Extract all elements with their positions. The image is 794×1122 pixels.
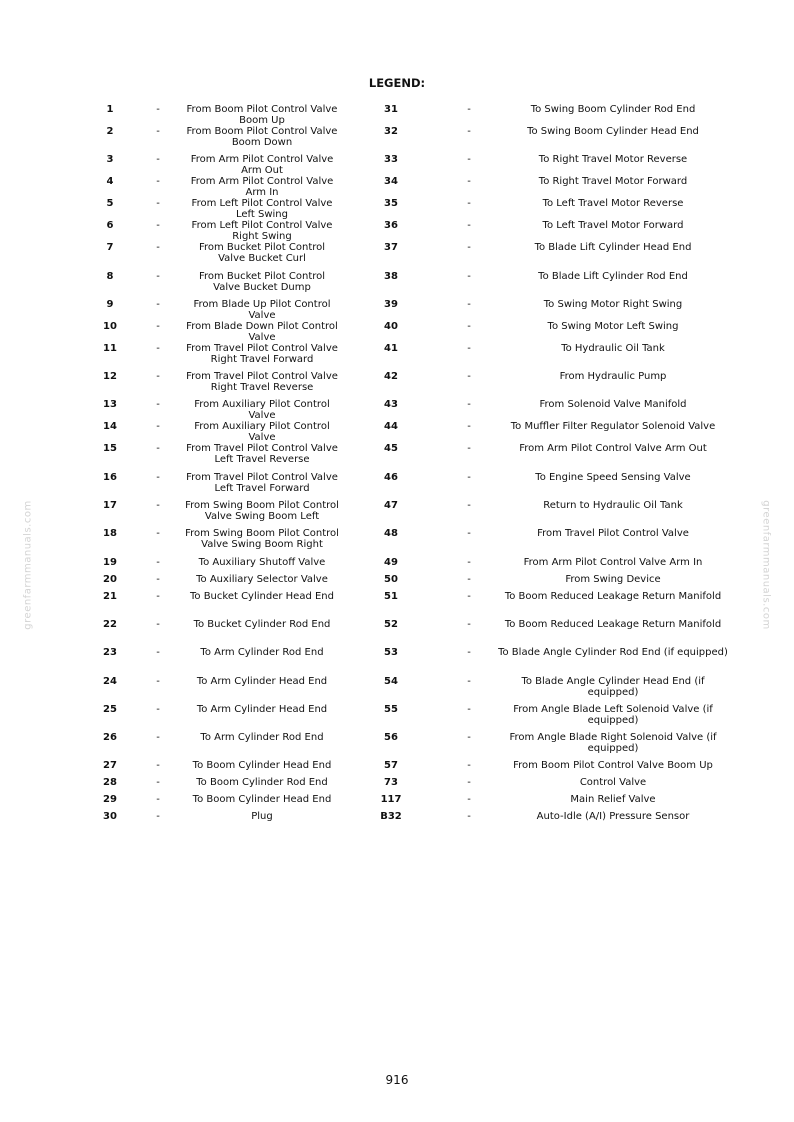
legend-row <box>88 760 730 777</box>
legend-number: 56 <box>384 732 398 744</box>
legend-description: From Travel Pilot Control Valve Right Travel Reverse <box>186 371 338 394</box>
legend-number: 23 <box>103 647 117 659</box>
legend-description: From Auxiliary Pilot Control Valve <box>194 421 330 444</box>
legend-number: 43 <box>384 399 398 411</box>
legend-description: From Travel Pilot Control Valve Left Travel Forward <box>186 471 338 494</box>
legend-dash: - <box>156 573 160 585</box>
legend-dash: - <box>467 270 471 282</box>
legend-number: 38 <box>384 270 398 282</box>
legend-row <box>88 198 730 220</box>
legend-row <box>88 176 730 198</box>
legend-description: From Blade Up Pilot Control Valve <box>193 298 331 321</box>
watermark-left: greenfarmmanuals.com <box>22 500 34 630</box>
legend-description: To Auxiliary Shutoff Valve <box>198 556 326 568</box>
legend-dash: - <box>156 703 160 715</box>
legend-dash: - <box>156 794 160 806</box>
legend-description: To Blade Angle Cylinder Head End (if equipped) <box>521 675 705 698</box>
legend-description: Main Relief Valve <box>570 794 656 806</box>
legend-number: 52 <box>384 618 398 630</box>
legend-dash: - <box>156 320 160 332</box>
legend-row <box>88 676 730 704</box>
legend-number: 50 <box>384 573 398 585</box>
legend-dash: - <box>467 590 471 602</box>
legend-number: 5 <box>106 198 114 210</box>
legend-description: To Arm Cylinder Rod End <box>200 647 324 659</box>
legend-dash: - <box>467 342 471 354</box>
legend-dash: - <box>156 342 160 354</box>
legend-number: 19 <box>103 556 117 568</box>
legend-dash: - <box>156 443 160 455</box>
legend-description: Return to Hydraulic Oil Tank <box>543 500 683 512</box>
legend-dash: - <box>467 443 471 455</box>
legend-description: To Muffler Filter Regulator Solenoid Valve <box>510 421 716 433</box>
legend-number: 1 <box>106 104 114 115</box>
legend-number: 57 <box>384 760 398 772</box>
legend-dash: - <box>467 528 471 540</box>
legend-description: To Swing Boom Cylinder Head End <box>527 126 699 137</box>
legend-table <box>88 104 730 828</box>
legend-description: From Travel Pilot Control Valve <box>537 528 689 540</box>
legend-dash: - <box>467 647 471 659</box>
legend-description: To Swing Motor Right Swing <box>543 298 683 310</box>
legend-number: 16 <box>103 471 117 483</box>
legend-dash: - <box>467 220 471 232</box>
legend-dash: - <box>467 703 471 715</box>
legend-number: 25 <box>103 703 117 715</box>
legend-dash: - <box>467 176 471 188</box>
legend-description: To Boom Cylinder Head End <box>192 760 332 772</box>
legend-dash: - <box>156 760 160 772</box>
legend-dash: - <box>156 220 160 232</box>
legend-dash: - <box>156 618 160 630</box>
legend-dash: - <box>467 675 471 687</box>
watermark-right: greenfarmmanuals.com <box>760 500 772 630</box>
legend-number: 42 <box>384 371 398 383</box>
legend-number: 13 <box>103 399 117 411</box>
legend-dash: - <box>467 298 471 310</box>
legend-description: To Right Travel Motor Reverse <box>538 154 688 166</box>
legend-number: 37 <box>384 242 398 254</box>
legend-description: From Arm Pilot Control Valve Arm In <box>190 176 334 199</box>
legend-description: To Blade Angle Cylinder Rod End (if equipped) <box>498 647 728 659</box>
legend-dash: - <box>467 471 471 483</box>
legend-dash: - <box>156 675 160 687</box>
legend-number: 15 <box>103 443 117 455</box>
legend-description: To Bucket Cylinder Head End <box>189 590 334 602</box>
legend-number: 2 <box>106 126 114 137</box>
legend-description: From Angle Blade Right Solenoid Valve (if equipped) <box>509 732 717 755</box>
legend-number: 40 <box>384 320 398 332</box>
legend-description: To Blade Lift Cylinder Head End <box>534 242 692 254</box>
legend-number: 26 <box>103 732 117 744</box>
legend-dash: - <box>156 421 160 433</box>
legend-row <box>88 126 730 154</box>
legend-row <box>88 647 730 675</box>
legend-number: 29 <box>103 794 117 806</box>
legend-number: 30 <box>103 811 117 823</box>
legend-number: 31 <box>384 104 398 115</box>
legend-description: To Engine Speed Sensing Valve <box>535 471 691 483</box>
legend-number: 33 <box>384 154 398 166</box>
legend-row <box>88 443 730 471</box>
legend-row <box>88 794 730 811</box>
legend-description: To Auxiliary Selector Valve <box>196 573 328 585</box>
legend-description: From Auxiliary Pilot Control Valve <box>194 399 330 422</box>
legend-number: 117 <box>380 794 402 806</box>
legend-dash: - <box>156 104 160 115</box>
legend-dash: - <box>467 198 471 210</box>
legend-dash: - <box>156 298 160 310</box>
legend-description: To Boom Reduced Leakage Return Manifold <box>504 618 722 630</box>
legend-description: Control Valve <box>579 777 647 789</box>
legend-number: 7 <box>106 242 114 254</box>
page-number: 916 <box>385 1073 409 1087</box>
legend-row <box>88 154 730 176</box>
legend-description: From Solenoid Valve Manifold <box>539 399 687 411</box>
legend-description: From Swing Boom Pilot Control Valve Swing Boom Left <box>185 500 339 523</box>
legend-number: 17 <box>103 500 117 512</box>
legend-dash: - <box>467 104 471 115</box>
legend-row <box>88 399 730 421</box>
legend-number: 12 <box>103 371 117 383</box>
legend-number: 10 <box>103 320 117 332</box>
legend-number: 28 <box>103 777 117 789</box>
legend-dash: - <box>156 242 160 254</box>
legend-number: 20 <box>103 573 117 585</box>
legend-dash: - <box>156 371 160 383</box>
legend-row <box>88 591 730 619</box>
legend-dash: - <box>467 421 471 433</box>
legend-dash: - <box>156 647 160 659</box>
legend-row <box>88 704 730 732</box>
legend-description: To Right Travel Motor Forward <box>538 176 688 188</box>
legend-row <box>88 321 730 343</box>
legend-number: 4 <box>106 176 114 188</box>
legend-dash: - <box>467 760 471 772</box>
legend-description: To Blade Lift Cylinder Rod End <box>538 270 688 282</box>
legend-description: To Boom Cylinder Rod End <box>196 777 328 789</box>
legend-row <box>88 421 730 443</box>
legend-dash: - <box>156 399 160 411</box>
legend-number: 46 <box>384 471 398 483</box>
legend-row <box>88 220 730 242</box>
legend-description: From Boom Pilot Control Valve Boom Down <box>186 126 338 148</box>
legend-description: From Arm Pilot Control Valve Arm Out <box>519 443 707 455</box>
legend-dash: - <box>467 794 471 806</box>
legend-number: 14 <box>103 421 117 433</box>
legend-dash: - <box>156 556 160 568</box>
legend-number: 24 <box>103 675 117 687</box>
legend-dash: - <box>156 176 160 188</box>
legend-dash: - <box>467 371 471 383</box>
legend-description: From Boom Pilot Control Valve Boom Up <box>186 104 338 126</box>
legend-description: To Boom Cylinder Head End <box>192 794 332 806</box>
legend-description: From Angle Blade Left Solenoid Valve (if equipped) <box>513 703 713 726</box>
legend-description: To Left Travel Motor Reverse <box>542 198 684 210</box>
legend-number: 3 <box>106 154 114 166</box>
legend-dash: - <box>156 500 160 512</box>
legend-description: Plug <box>251 811 273 823</box>
legend-dash: - <box>467 777 471 789</box>
legend-number: B32 <box>380 811 402 823</box>
legend-row <box>88 271 730 299</box>
legend-number: 51 <box>384 590 398 602</box>
legend-description: To Swing Boom Cylinder Rod End <box>530 104 696 115</box>
legend-dash: - <box>467 732 471 744</box>
legend-description: To Arm Cylinder Head End <box>196 675 328 687</box>
legend-number: 73 <box>384 777 398 789</box>
legend-number: 53 <box>384 647 398 659</box>
legend-number: 32 <box>384 126 398 137</box>
legend-dash: - <box>467 154 471 166</box>
legend-number: 54 <box>384 675 398 687</box>
legend-number: 41 <box>384 342 398 354</box>
legend-number: 22 <box>103 618 117 630</box>
legend-number: 6 <box>106 220 114 232</box>
legend-description: To Swing Motor Left Swing <box>547 320 679 332</box>
legend-number: 35 <box>384 198 398 210</box>
legend-description: To Arm Cylinder Head End <box>196 703 328 715</box>
legend-row <box>88 574 730 591</box>
legend-description: From Left Pilot Control Valve Right Swing <box>191 220 333 243</box>
legend-dash: - <box>156 198 160 210</box>
legend-dash: - <box>156 154 160 166</box>
legend-description: From Swing Device <box>565 573 661 585</box>
legend-description: From Boom Pilot Control Valve Boom Up <box>513 760 713 772</box>
legend-dash: - <box>156 590 160 602</box>
legend-number: 45 <box>384 443 398 455</box>
legend-number: 55 <box>384 703 398 715</box>
legend-description: Auto-Idle (A/I) Pressure Sensor <box>536 811 690 823</box>
legend-number: 47 <box>384 500 398 512</box>
legend-row <box>88 528 730 556</box>
legend-description: From Left Pilot Control Valve Left Swing <box>191 198 333 221</box>
legend-row <box>88 343 730 371</box>
legend-row <box>88 811 730 828</box>
legend-dash: - <box>156 777 160 789</box>
legend-dash: - <box>467 556 471 568</box>
legend-row <box>88 371 730 399</box>
legend-number: 8 <box>106 270 114 282</box>
legend-description: From Swing Boom Pilot Control Valve Swing Boom Right <box>185 528 339 551</box>
legend-row <box>88 472 730 500</box>
legend-number: 18 <box>103 528 117 540</box>
legend-number: 11 <box>103 342 117 354</box>
legend-description: From Bucket Pilot Control Valve Bucket Curl <box>198 242 326 265</box>
legend-number: 34 <box>384 176 398 188</box>
legend-description: To Boom Reduced Leakage Return Manifold <box>504 590 722 602</box>
legend-number: 36 <box>384 220 398 232</box>
legend-number: 39 <box>384 298 398 310</box>
legend-number: 27 <box>103 760 117 772</box>
legend-dash: - <box>467 242 471 254</box>
legend-dash: - <box>156 471 160 483</box>
legend-description: From Travel Pilot Control Valve Left Travel Reverse <box>186 443 338 466</box>
legend-row <box>88 732 730 760</box>
legend-row <box>88 500 730 528</box>
legend-dash: - <box>156 528 160 540</box>
legend-description: To Left Travel Motor Forward <box>542 220 684 232</box>
legend-dash: - <box>156 270 160 282</box>
legend-description: To Hydraulic Oil Tank <box>561 342 665 354</box>
legend-description: From Travel Pilot Control Valve Right Travel Forward <box>186 342 338 365</box>
legend-number: 48 <box>384 528 398 540</box>
legend-row <box>88 242 730 270</box>
legend-description: From Hydraulic Pump <box>559 371 667 383</box>
legend-dash: - <box>467 126 471 137</box>
legend-number: 21 <box>103 590 117 602</box>
legend-dash: - <box>156 811 160 823</box>
legend-dash: - <box>467 500 471 512</box>
legend-dash: - <box>156 126 160 137</box>
legend-row <box>88 104 730 126</box>
legend-dash: - <box>467 320 471 332</box>
legend-title: LEGEND: <box>368 76 426 90</box>
legend-description: To Bucket Cylinder Rod End <box>193 618 331 630</box>
legend-dash: - <box>467 573 471 585</box>
legend-description: From Arm Pilot Control Valve Arm In <box>523 556 703 568</box>
legend-dash: - <box>467 811 471 823</box>
legend-number: 49 <box>384 556 398 568</box>
legend-number: 44 <box>384 421 398 433</box>
legend-body <box>88 104 730 828</box>
legend-number: 9 <box>106 298 114 310</box>
legend-dash: - <box>156 732 160 744</box>
legend-description: To Arm Cylinder Rod End <box>200 732 324 744</box>
legend-row <box>88 557 730 574</box>
legend-description: From Bucket Pilot Control Valve Bucket Dump <box>198 270 326 293</box>
legend-row <box>88 299 730 321</box>
legend-description: From Arm Pilot Control Valve Arm Out <box>190 154 334 177</box>
legend-description: From Blade Down Pilot Control Valve <box>186 320 338 343</box>
legend-row <box>88 619 730 647</box>
legend-dash: - <box>467 399 471 411</box>
legend-dash: - <box>467 618 471 630</box>
legend-row <box>88 777 730 794</box>
